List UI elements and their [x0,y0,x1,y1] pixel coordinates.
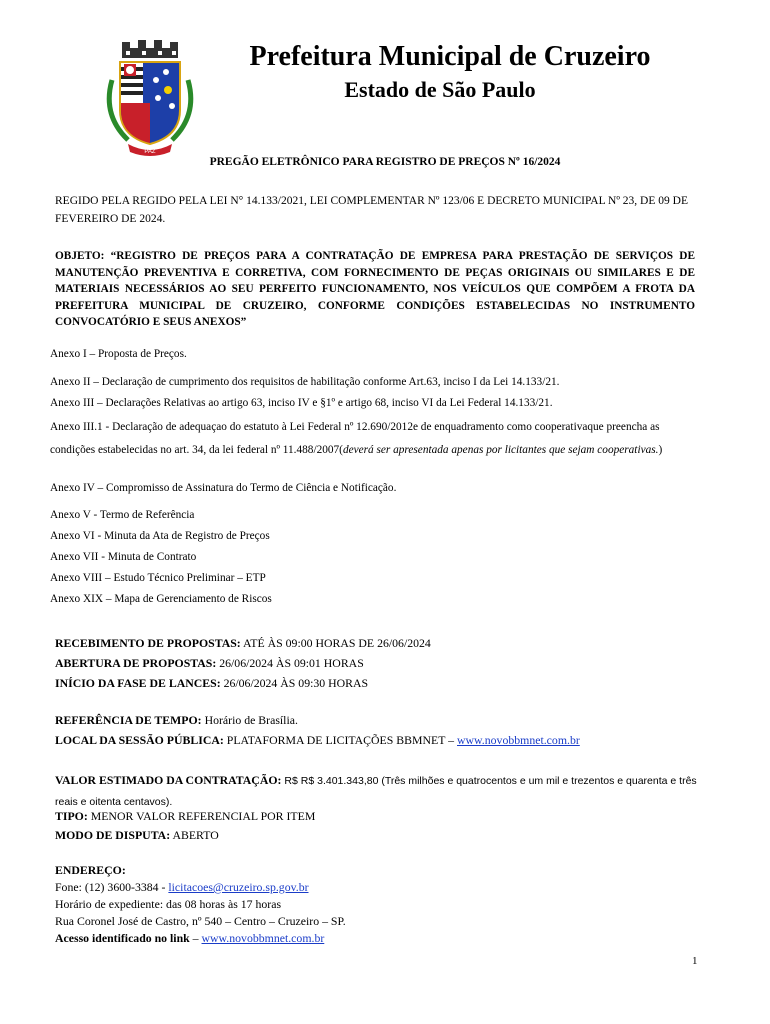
anexo-i: Anexo I – Proposta de Preços. [50,348,187,360]
anexo-v: Anexo V - Termo de Referência [50,509,195,521]
crown-icon [122,40,178,58]
acesso-line: Acesso identificado no link – www.novobbmnet.com.br [55,931,325,945]
lances-line: INÍCIO DA FASE DE LANCES: 26/06/2024 ÀS 09:30 HORAS [55,676,369,690]
anexo-xix: Anexo XIX – Mapa de Gerenciamento de Riscos [50,593,272,605]
page-subtitle: Estado de São Paulo [344,77,536,102]
horario-line: Horário de expediente: das 08 horas às 17 horas [55,897,282,911]
bbmnet-link[interactable]: www.novobbmnet.com.br [457,733,580,747]
valor-estimado-paragraph: VALOR ESTIMADO DA CONTRATAÇÃO: R$ R$ 3.401.343,80 (Três milhões e quatrocentos e um mil e trezentos e quarenta e três reais e oitenta centavos). [55,773,697,808]
endereco-heading: ENDEREÇO: [55,863,126,877]
regido-paragraph: REGIDO PELA REGIDO PELA LEI N° 14.133/2021, LEI COMPLEMENTAR Nº 123/06 E DECRETO MUNICIPAL Nº 23, DE 09 DE FEVEREIRO DE 2024. [55,195,688,225]
anexo-vi: Anexo VI - Minuta da Ata de Registro de Preços [50,530,270,542]
anexo-iii: Anexo III – Declarações Relativas ao artigo 63, inciso IV e §1º e artigo 68, inciso VI da Lei Federal 14.133/21. [50,397,553,409]
email-link[interactable]: licitacoes@cruzeiro.sp.gov.br [168,880,309,894]
municipal-coat-of-arms-icon [98,40,202,160]
rua-line: Rua Coronel José de Castro, nº 540 – Centro – Cruzeiro – SP. [55,914,346,928]
modo-disputa-line: MODO DE DISPUTA: ABERTO [55,828,219,842]
acesso-link[interactable]: www.novobbmnet.com.br [201,931,325,945]
page-title: Prefeitura Municipal de Cruzeiro [249,41,651,72]
tipo-line: TIPO: MENOR VALOR REFERENCIAL POR ITEM [55,809,316,823]
local-sessao-line: LOCAL DA SESSÃO PÚBLICA: PLATAFORMA DE LICITAÇÕES BBMNET – www.novobbmnet.com.br [55,733,580,747]
abertura-line: ABERTURA DE PROPOSTAS: 26/06/2024 ÀS 09:01 HORAS [55,656,364,670]
recebimento-line: RECEBIMENTO DE PROPOSTAS: ATÉ ÀS 09:00 HORAS DE 26/06/2024 [55,636,431,650]
anexo-viii: Anexo VIII – Estudo Técnico Preliminar – ETP [50,572,266,584]
pregao-heading: PREGÃO ELETRÔNICO PARA REGISTRO DE PREÇOS Nº 16/2024 [209,156,561,168]
objeto-paragraph: OBJETO: “REGISTRO DE PREÇOS PARA A CONTRATAÇÃO DE EMPRESA PARA PRESTAÇÃO DE SERVIÇOS DE MANUTENÇÃO PREVENTIVA E CORRETIVA, COM FORNECIMENTO DE PEÇAS ORIGINAIS OU SIMILARES E DE MATERIAIS NECESSÁRIOS AO SEU PERFEITO FUNCIONAMENTO, NOS VEÍCULOS QUE COMPÕEM A FROTA DA PREFEITURA MUNICIPAL DE CRUZEIRO, CONFORME CONDIÇÕES ESTABELECIDAS NO INSTRUMENTO CONVOCATÓRIO E SEUS ANEXOS” [55,250,695,329]
page-number: 1 [692,955,698,967]
anexo-vii: Anexo VII - Minuta de Contrato [50,551,197,563]
endereco-block [55,862,346,947]
referencia-tempo-line: REFERÊNCIA DE TEMPO: Horário de Brasília. [55,713,298,727]
anexo-iv: Anexo IV – Compromisso de Assinatura do Termo de Ciência e Notificação. [50,482,397,494]
fone-line: Fone: (12) 3600-3384 - licitacoes@cruzeiro.sp.gov.br [55,880,309,894]
anexo-ii: Anexo II – Declaração de cumprimento dos requisitos de habilitação conforme Art.63, inciso I da Lei 14.133/21. [50,376,560,388]
anexo-iii-1: Anexo III.1 - Declaração de adequaçao do estatuto à Lei Federal nº 12.690/2012e de enquadramento como cooperativaque preencha as condições estabelecidas no art. 34, da lei federal nº 11.488/2007(deverá ser apresentada apenas por licitantes que sejam cooperativas.) [50,421,663,456]
svg-text:PAZ: PAZ [144,149,156,155]
